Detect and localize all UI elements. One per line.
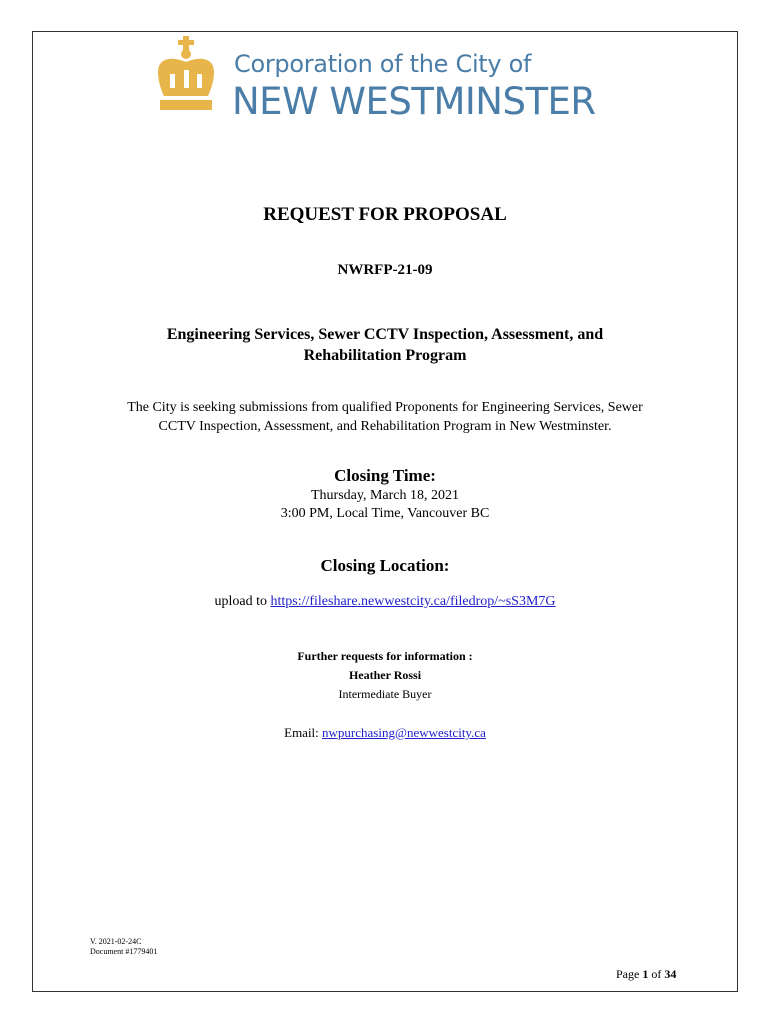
city-logo (150, 36, 620, 123)
version-number: V. 2021-02-24C (90, 937, 142, 946)
page-total: 34 (664, 967, 677, 981)
description-line-1: The City is seeking submissions from qualified Proponents for Engineering Services, Sewer (127, 400, 643, 415)
document-number: Document #1779401 (90, 947, 158, 956)
description-line-2: CCTV Inspection, Assessment, and Rehabilitation Program in New Westminster. (158, 419, 612, 434)
contact-name: Heather Rossi (348, 668, 422, 682)
closing-location-heading: Closing Location: (320, 556, 450, 575)
page-current: 1 (642, 967, 649, 981)
requests-label: Further requests for information : (297, 649, 473, 663)
upload-link[interactable]: https://fileshare.newwestcity.ca/filedrop/~sS3M7G (270, 594, 556, 609)
version-info (90, 937, 157, 957)
page-number (616, 967, 676, 982)
document-title: REQUEST FOR PROPOSAL (263, 204, 507, 225)
logo-text-corporation: Corporation of the City of (234, 50, 532, 78)
contact-title: Intermediate Buyer (338, 687, 432, 701)
closing-date: Thursday, March 18, 2021 (310, 488, 459, 503)
page-of: of (648, 967, 665, 981)
email-prefix: Email: (284, 725, 323, 740)
project-title-line-2: Rehabilitation Program (303, 347, 467, 364)
upload-prefix: upload to (214, 594, 271, 609)
project-title (32, 324, 738, 366)
crown-icon (150, 36, 222, 116)
project-title-line-1: Engineering Services, Sewer CCTV Inspection, Assessment, and (166, 326, 604, 343)
page-prefix: Page (616, 967, 643, 981)
logo-text-city-name: NEW WESTMINSTER (232, 80, 596, 123)
description (80, 398, 690, 436)
email-link[interactable]: nwpurchasing@newwestcity.ca (322, 725, 486, 740)
email-line (32, 725, 738, 741)
upload-line (32, 594, 738, 610)
rfp-number: NWRFP-21-09 (337, 262, 433, 278)
closing-time-heading: Closing Time: (334, 466, 436, 485)
closing-hour: 3:00 PM, Local Time, Vancouver BC (280, 506, 490, 521)
